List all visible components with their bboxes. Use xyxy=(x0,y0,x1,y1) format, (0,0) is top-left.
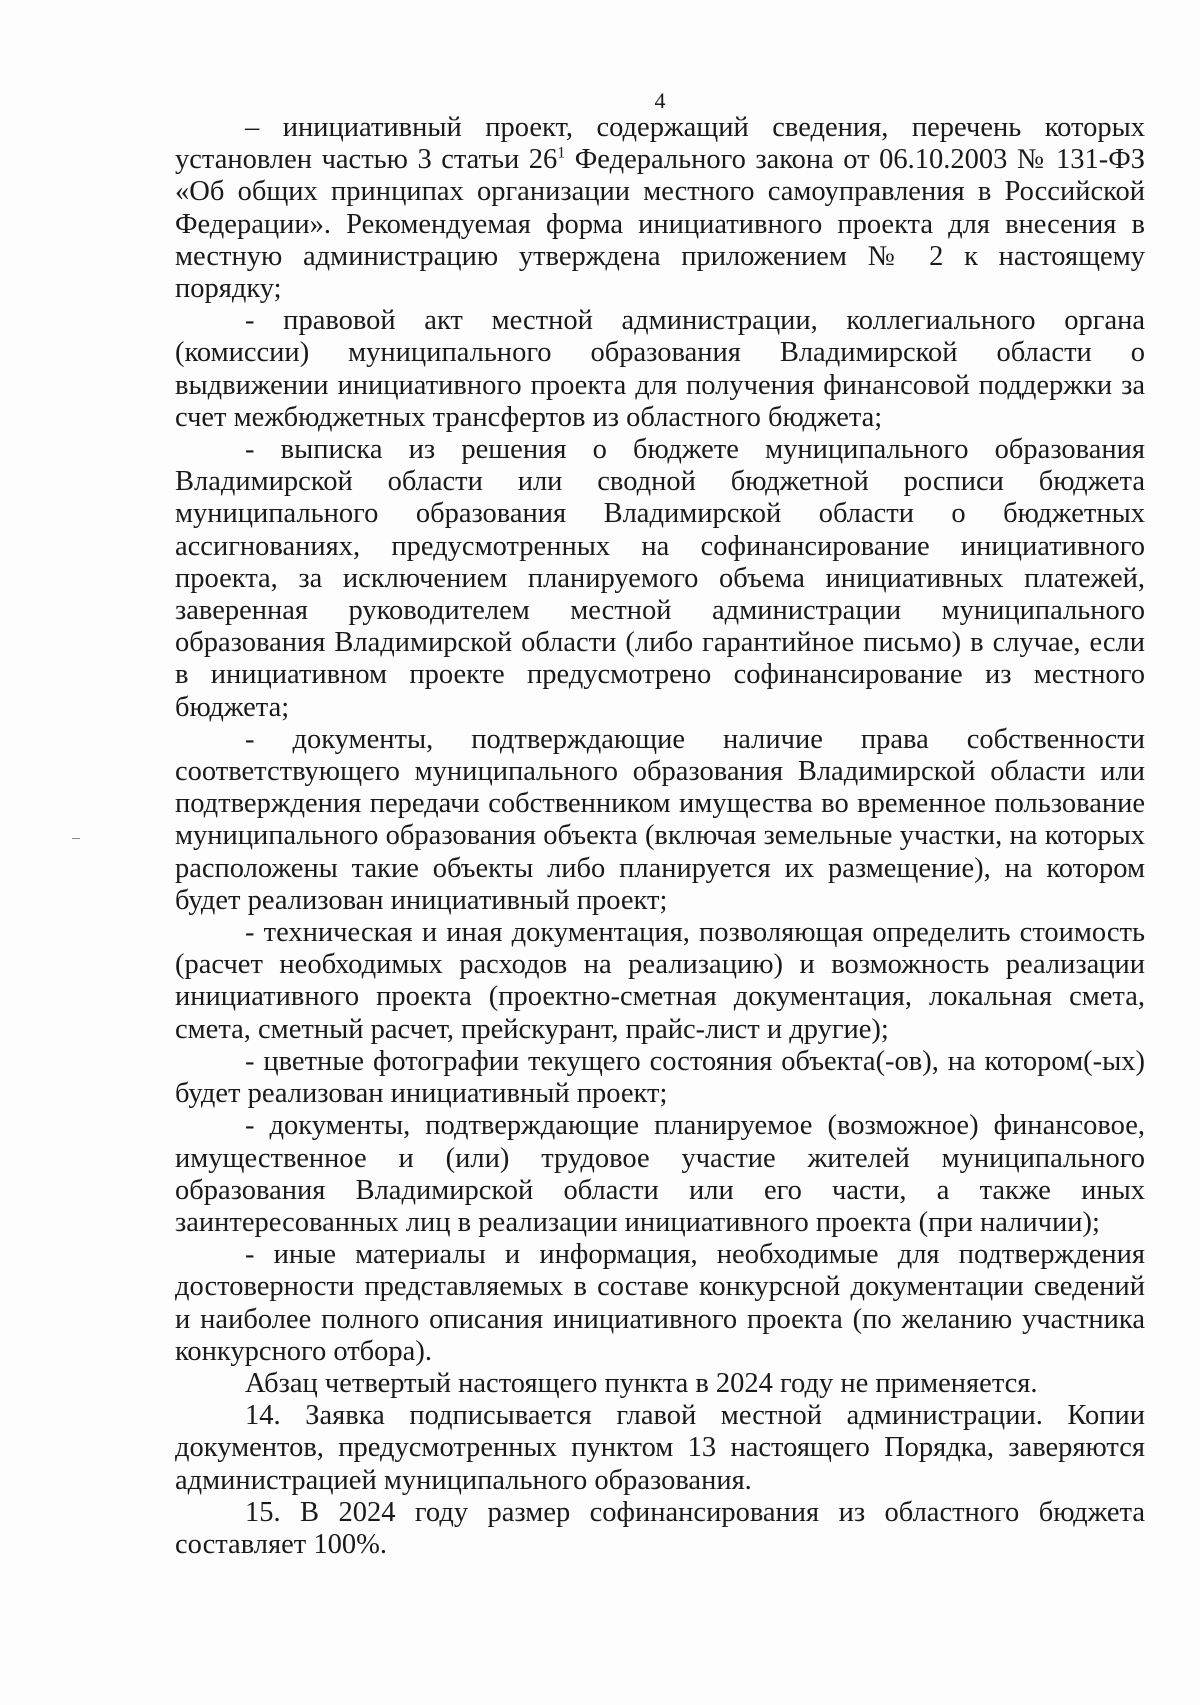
paragraph-ownership-documents: - документы, подтверждающие наличие права собственности соответствующего муниципального образования Владимирской области или подтверждения передачи собственником имущества во временное пользование муниципального образования объекта (включая земельные участки, на которых расположены такие объекты либо планируется их размещение), на котором будет реализован инициативный проект; xyxy=(175,723,1145,916)
paragraph-color-photos: - цветные фотографии текущего состояния объекта(-ов), на котором(-ых) будет реализован инициативный проект; xyxy=(175,1045,1145,1110)
paragraph-technical-documentation: - техническая и иная документация, позволяющая определить стоимость (расчет необходимых расходов на реализацию) и возможность реализации инициативного проекта (проектно-сметная документация, локальная смета, смета, сметный расчет, прейскурант, прайс-лист и другие); xyxy=(175,917,1145,1045)
article-superscript: 1 xyxy=(557,144,566,162)
paragraph-not-applied-2024: Абзац четвертый настоящего пункта в 2024 году не применяется. xyxy=(245,1367,1038,1399)
paragraph-participation-documents: - документы, подтверждающие планируемое (возможное) финансовое, имущественное и (или) трудовое участие жителей муниципального образования Владимирской области или его части, а также иных заинтересованных лиц в реализации инициативного проекта (при наличии); xyxy=(175,1110,1145,1238)
page-number: 4 xyxy=(654,88,666,113)
paragraph-item-15: 15. В 2024 году размер софинансирования из областного бюджета составляет 100%. xyxy=(175,1496,1145,1560)
paragraph-legal-act: - правовой акт местной администрации, коллегиального органа (комиссии) муниципального образования Владимирской области о выдвижении инициативного проекта для получения финансовой поддержки за счет межбюджетных трансфертов из областного бюджета; xyxy=(175,305,1145,433)
paragraph-item-14: 14. Заявка подписывается главой местной администрации. Копии документов, предусмотренных пунктом 13 настоящего Порядка, заверяются администрацией муниципального образования. xyxy=(175,1400,1145,1496)
paragraph-initiative-project-text: – инициативный проект, содержащий сведения, перечень которых установлен частью 3 статьи 26 xyxy=(175,112,1145,176)
document-body xyxy=(175,112,1145,1561)
scan-margin-mark xyxy=(72,838,80,839)
paragraph-other-materials: - иные материалы и информация, необходимые для подтверждения достоверности представляемых в составе конкурсной документации сведений и наиболее полного описания инициативного проекта (по желанию участника конкурсного отбора). xyxy=(175,1239,1145,1367)
paragraph-initiative-project-text-cont: Федерального закона от 06.10.2003 № 131-ФЗ «Об общих принципах организации местного самоуправления в Российской Федерации». Рекомендуемая форма инициативного проекта для внесения в местную администрацию утверждена приложением № 2 к настоящему порядку; xyxy=(175,144,1145,305)
paragraph-budget-extract: - выписка из решения о бюджете муниципального образования Владимирской области или сводной бюджетной росписи бюджета муниципального образования Владимирской области о бюджетных ассигнованиях, предусмотренных на софинансирование инициативного проекта, за исключением планируемого объема инициативных платежей, заверенная руководителем местной администрации муниципального образования Владимирской области (либо гарантийное письмо) в случае, если в инициативном проекте предусмотрено софинансирование из местного бюджета; xyxy=(175,434,1145,723)
paragraph-initiative-project xyxy=(175,112,1145,305)
